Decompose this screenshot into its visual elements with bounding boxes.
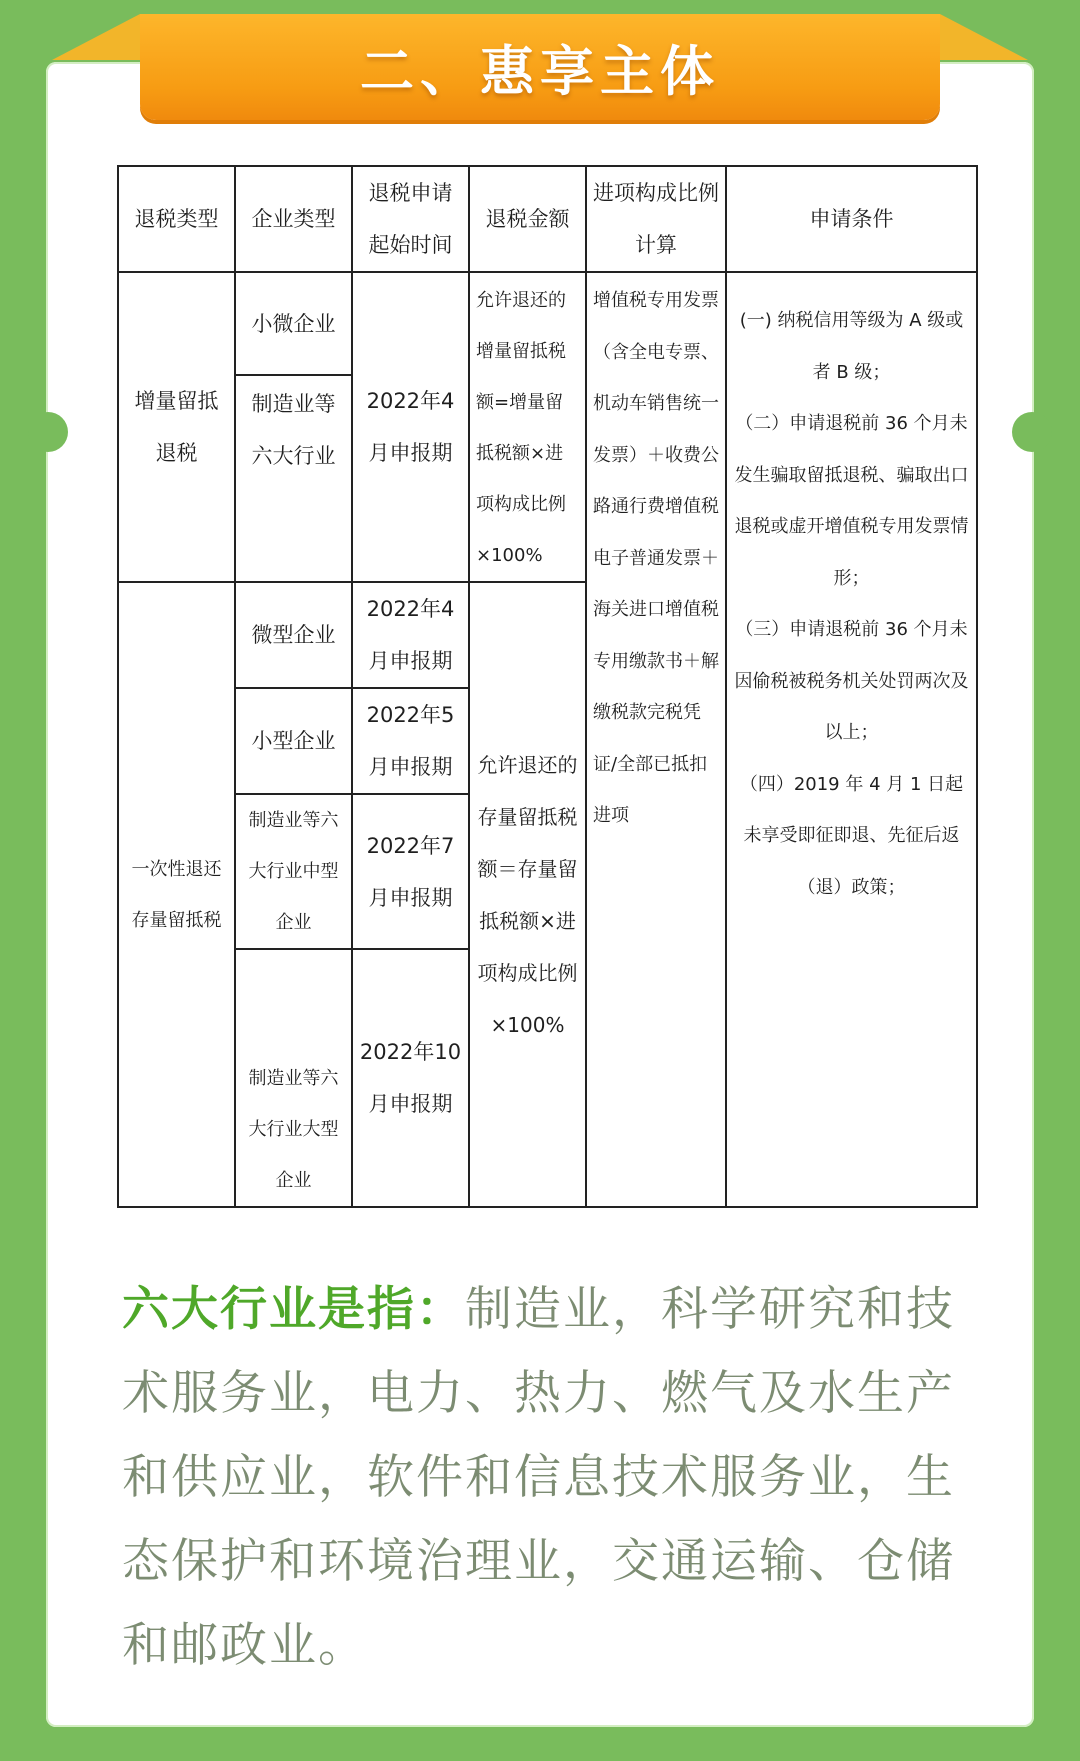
refund-amount-stock: 允许退还的存量留抵税额＝存量留抵税额×进项构成比例×100% bbox=[469, 582, 586, 1207]
section-title: 二、惠享主体 bbox=[360, 39, 720, 103]
refund-policy-table bbox=[117, 165, 978, 1208]
header-conditions: 申请条件 bbox=[726, 166, 977, 272]
note-body: 制造业，科学研究和技术服务业，电力、热力、燃气及水生产和供应业，软件和信息技术服务业，生态保护和环境治理业，交通运输、仓储和邮政业。 bbox=[122, 1282, 955, 1673]
condition-item: (一) 纳税信用等级为 A 级或者 B 级； bbox=[739, 310, 964, 383]
company-type-cell: 制造业等六大行业大型企业 bbox=[235, 949, 352, 1207]
decor-dot-right bbox=[1012, 412, 1052, 452]
table-header-row bbox=[118, 166, 977, 272]
note-lead: 六大行业是指： bbox=[122, 1282, 465, 1337]
header-company-type: 企业类型 bbox=[235, 166, 352, 272]
condition-item: （三）申请退税前 36 个月未因偷税被税务机关处罚两次及以上； bbox=[734, 619, 969, 743]
ratio-calc-cell: 增值税专用发票（含全电专票、机动车销售统一发票）＋收费公路通行费增值税电子普通发票＋海关进口增值税专用缴款书＋解缴税款完税凭证/全部已抵扣进项 bbox=[586, 272, 726, 1207]
section-title-banner bbox=[140, 14, 940, 120]
header-refund-type: 退税类型 bbox=[118, 166, 235, 272]
banner-tab-left bbox=[52, 14, 140, 60]
start-time-cell: 2022年4月申报期 bbox=[352, 582, 469, 688]
header-start-time: 退税申请起始时间 bbox=[352, 166, 469, 272]
company-type-cell: 微型企业 bbox=[235, 582, 352, 688]
refund-amount-incremental: 允许退还的增量留抵税额=增量留抵税额×进项构成比例×100% bbox=[469, 272, 586, 582]
condition-item: （二）申请退税前 36 个月未发生骗取留抵退税、骗取出口退税或虚开增值税专用发票情形； bbox=[734, 413, 969, 589]
company-type-cell: 小型企业 bbox=[235, 688, 352, 794]
header-ratio-calc: 进项构成比例计算 bbox=[586, 166, 726, 272]
condition-item: （四）2019 年 4 月 1 日起未享受即征即退、先征后返（退）政策； bbox=[739, 773, 964, 898]
refund-type-stock: 一次性退还存量留抵税 bbox=[118, 582, 235, 1207]
start-time-cell: 2022年7月申报期 bbox=[352, 794, 469, 949]
start-time-cell: 2022年5月申报期 bbox=[352, 688, 469, 794]
refund-type-incremental: 增量留抵退税 bbox=[118, 272, 235, 582]
table-row bbox=[118, 272, 977, 375]
start-time-cell: 2022年4月申报期 bbox=[352, 272, 469, 582]
company-type-cell: 制造业等六大行业 bbox=[235, 375, 352, 582]
decor-dot-left bbox=[28, 412, 68, 452]
company-type-cell: 小微企业 bbox=[235, 272, 352, 375]
banner-tab-right bbox=[940, 14, 1028, 60]
conditions-cell bbox=[726, 272, 977, 1207]
six-industries-note bbox=[122, 1268, 962, 1688]
company-type-cell: 制造业等六大行业中型企业 bbox=[235, 794, 352, 949]
start-time-cell: 2022年10月申报期 bbox=[352, 949, 469, 1207]
header-refund-amount: 退税金额 bbox=[469, 166, 586, 272]
